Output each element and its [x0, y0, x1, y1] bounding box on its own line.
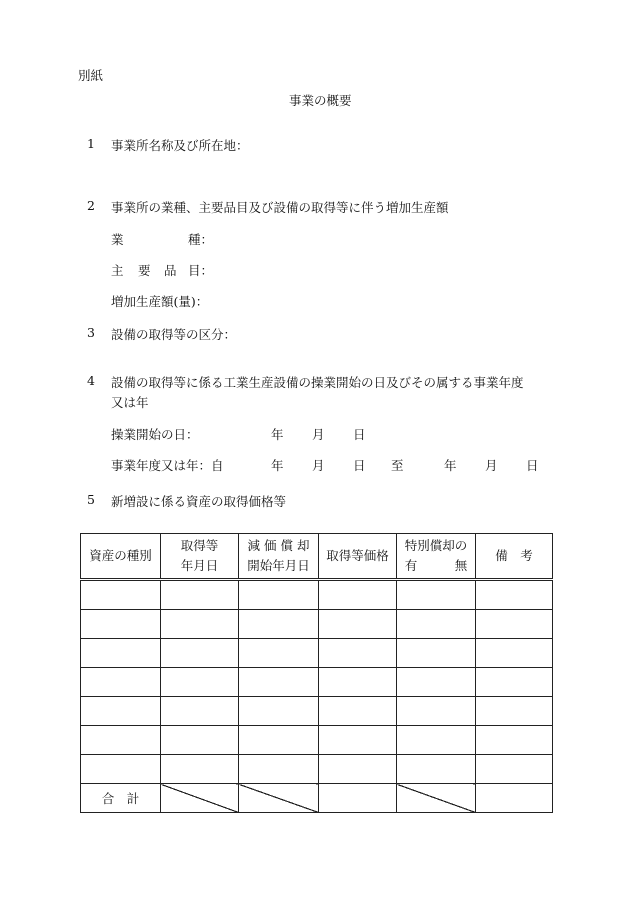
day-label: 日	[353, 427, 366, 442]
total-cell-crossed	[239, 784, 319, 813]
acquisition-price-cell[interactable]	[319, 697, 397, 726]
header-special-depreciation	[397, 534, 476, 580]
depreciation-start-cell[interactable]	[239, 755, 319, 784]
label-char: 種：	[188, 232, 214, 247]
table-row	[81, 610, 553, 639]
header-depreciation-start	[239, 534, 319, 580]
to-year-label: 年	[444, 458, 457, 473]
asset-type-cell[interactable]	[81, 726, 161, 755]
from-month-label: 月	[312, 458, 325, 473]
special-depreciation-cell[interactable]	[397, 610, 476, 639]
acquisition-price-cell[interactable]	[319, 580, 397, 610]
header-text: 減 価 償 却	[247, 538, 310, 553]
label-char: 業	[111, 232, 124, 247]
section-number: 3	[87, 325, 95, 340]
label-char: 要	[138, 263, 151, 278]
header-text: 資産の種別	[89, 548, 152, 563]
section-number: 2	[87, 198, 95, 213]
depreciation-start-cell[interactable]	[239, 668, 319, 697]
special-depreciation-cell[interactable]	[397, 639, 476, 668]
table-row	[81, 668, 553, 697]
special-depreciation-cell[interactable]	[397, 580, 476, 610]
operation-start-label: 操業開始の日：	[111, 427, 199, 442]
acquisition-price-cell[interactable]	[319, 726, 397, 755]
header-asset-type	[81, 534, 161, 580]
acquisition-price-cell[interactable]	[319, 755, 397, 784]
acquisition-date-cell[interactable]	[161, 755, 239, 784]
section-label: 新増設に係る資産の取得価格等	[111, 494, 287, 509]
depreciation-start-cell[interactable]	[239, 610, 319, 639]
asset-table-body	[81, 580, 553, 813]
remarks-cell[interactable]	[476, 580, 553, 610]
total-cell-crossed	[397, 784, 476, 813]
header-text: 年月日	[180, 558, 219, 573]
depreciation-start-cell[interactable]	[239, 726, 319, 755]
header-text: 取得等価格	[326, 548, 389, 563]
from-day-label: 日	[353, 458, 366, 473]
table-row	[81, 580, 553, 610]
table-row	[81, 755, 553, 784]
special-depreciation-cell[interactable]	[397, 697, 476, 726]
table-row	[81, 639, 553, 668]
table-header-row	[81, 534, 553, 580]
to-day-label: 日	[526, 458, 539, 473]
total-price-cell[interactable]	[319, 784, 397, 813]
asset-type-cell[interactable]	[81, 610, 161, 639]
document-title: 事業の概要	[289, 93, 352, 108]
asset-table	[80, 533, 553, 813]
section-label: 設備の取得等の区分：	[111, 327, 237, 342]
asset-type-cell[interactable]	[81, 755, 161, 784]
total-row	[81, 784, 553, 813]
section-number: 4	[87, 373, 95, 388]
section-label: 設備の取得等に係る工業生産設備の操業開始の日及びその属する事業年度	[111, 375, 524, 390]
remarks-cell[interactable]	[476, 697, 553, 726]
acquisition-date-cell[interactable]	[161, 610, 239, 639]
header-acquisition-date	[161, 534, 239, 580]
acquisition-price-cell[interactable]	[319, 668, 397, 697]
label-char: 主	[111, 263, 124, 278]
month-label: 月	[312, 427, 325, 442]
section-number: 5	[87, 492, 95, 507]
label-char: 目：	[188, 263, 214, 278]
acquisition-date-cell[interactable]	[161, 697, 239, 726]
header-remarks	[476, 534, 553, 580]
total-label: 合 計	[81, 784, 161, 813]
label-char: 品	[164, 263, 177, 278]
header-text: 備 考	[495, 548, 533, 563]
remarks-cell[interactable]	[476, 755, 553, 784]
special-depreciation-cell[interactable]	[397, 726, 476, 755]
header-text: 特別償却の	[404, 538, 468, 553]
acquisition-date-cell[interactable]	[161, 668, 239, 697]
remarks-cell[interactable]	[476, 726, 553, 755]
header-text: 取得等	[180, 538, 219, 553]
depreciation-start-cell[interactable]	[239, 580, 319, 610]
acquisition-price-cell[interactable]	[319, 639, 397, 668]
asset-type-cell[interactable]	[81, 639, 161, 668]
remarks-cell[interactable]	[476, 639, 553, 668]
depreciation-start-cell[interactable]	[239, 697, 319, 726]
header-acquisition-price	[319, 534, 397, 580]
attachment-label: 別紙	[78, 68, 104, 83]
depreciation-start-cell[interactable]	[239, 639, 319, 668]
table-row	[81, 726, 553, 755]
table-row	[81, 697, 553, 726]
year-label: 年	[271, 427, 284, 442]
remarks-cell[interactable]	[476, 610, 553, 639]
section-label-continued: 又は年	[111, 395, 149, 410]
acquisition-price-cell[interactable]	[319, 610, 397, 639]
special-depreciation-cell[interactable]	[397, 668, 476, 697]
production-increase-label: 増加生産額(量)：	[111, 294, 209, 309]
from-year-label: 年	[271, 458, 284, 473]
acquisition-date-cell[interactable]	[161, 726, 239, 755]
special-depreciation-cell[interactable]	[397, 755, 476, 784]
remarks-cell[interactable]	[476, 668, 553, 697]
asset-type-cell[interactable]	[81, 580, 161, 610]
section-label: 事業所の業種、主要品目及び設備の取得等に伴う増加生産額	[111, 200, 449, 215]
fiscal-year-label: 事業年度又は年：自	[111, 458, 224, 473]
acquisition-date-cell[interactable]	[161, 639, 239, 668]
header-text: 開始年月日	[247, 558, 310, 573]
asset-type-cell[interactable]	[81, 668, 161, 697]
to-label: 至	[391, 458, 404, 473]
header-text: 有 無	[404, 558, 468, 573]
asset-type-cell[interactable]	[81, 697, 161, 726]
section-number: 1	[87, 136, 95, 151]
section-label: 事業所名称及び所在地：	[111, 138, 249, 153]
acquisition-date-cell[interactable]	[161, 580, 239, 610]
total-remarks-cell[interactable]	[476, 784, 553, 813]
total-cell-crossed	[161, 784, 239, 813]
to-month-label: 月	[485, 458, 498, 473]
